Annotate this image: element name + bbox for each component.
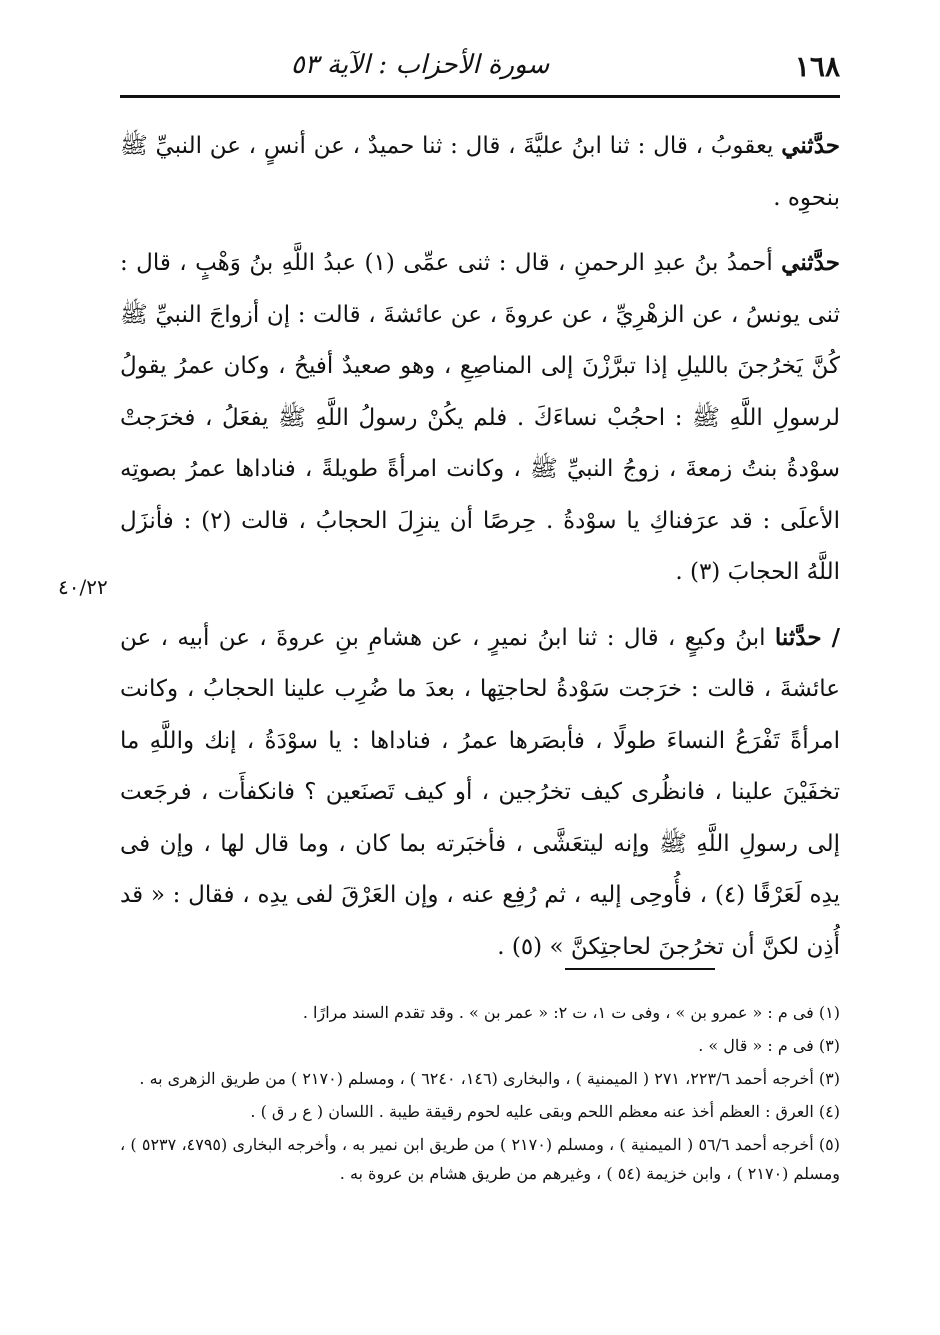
page-header	[120, 40, 840, 98]
paragraph-lead: حدَّثني	[781, 132, 840, 159]
paragraph-lead: حدَّثنا	[774, 623, 822, 651]
paragraph-marker: /	[821, 623, 840, 651]
running-title: سورة الأحزاب : الآية ٥٣	[290, 50, 550, 80]
footnotes	[120, 998, 840, 1192]
main-text	[120, 120, 840, 973]
footnote-3: (٣) أخرجه أحمد ٢٢٣/٦، ٢٧١ ( الميمنية ) ، والبخارى (١٤٦، ٦٢٤٠ ) ، ومسلم (٢١٧٠ ) من طريق الزهرى به .	[139, 1069, 840, 1088]
hadith-paragraph-1	[120, 120, 840, 224]
footnote-1: (١) فى م : « عمرو بن » ، وفى ت ١، ت ٢: « عمر بن » . وقد تقدم السند مرارًا .	[302, 1003, 840, 1022]
page-number: ١٦٨	[794, 50, 840, 83]
paragraph-text: ابنُ وكيعٍ ، قال : ثنا ابنُ نميرٍ ، عن هشامِ بنِ عروةَ ، عن أبيه ، عن عائشةَ ، قالت : خرَجت سَوْدةُ لحاجتِها ، بعدَ ما ضُرِب علينا الحجابُ ، وكانت امرأةً تَفْرَعُ النساءَ طولًا ، فأبصَرها عمرُ ، فناداها : يا سوْدَةُ ، إنك واللَّهِ ما تخفَيْنَ علينا ، فانظُرى كيف تخرُجين ، أو كيف تَصنَعين ؟ فانكفأَت ، فرجَعت إلى رسولِ اللَّهِ ﷺ وإنه ليتعَشَّى ، فأخبَرته بما كان ، وما قال لها ، وإن فى يدِه لَعَرْقًا (٤) ، فأُوحِى إليه ، ثم رُفِع عنه ، وإن العَرْقَ لفى يدِه ، فقال : « قد أُذِن لكنَّ أن تخرُجنَ لحاجتِكنَّ » (٥) .	[120, 624, 840, 960]
footnote-4: (٤) العرق : العظم أخذ عنه معظم اللحم وبقى عليه لحوم رقيقة طيبة . اللسان ( ع ر ق ) .	[250, 1102, 840, 1121]
hadith-paragraph-3	[120, 612, 840, 974]
footnote-separator	[565, 968, 715, 970]
footnote-2: (٣) فى م : « قال » .	[698, 1036, 840, 1055]
paragraph-text: أحمدُ بنُ عبدِ الرحمنِ ، قال : ثنى عمِّى (١) عبدُ اللَّهِ بنُ وَهْبٍ ، قال : ثنى يونسُ ، عن الزهْرِيِّ ، عن عروةَ ، عن عائشةَ ، قالت : إن أزواجَ النبيِّ ﷺ كُنَّ يَخرُجنَ بالليلِ إذا تبرَّزْنَ إلى المناصِعِ ، وهو صعيدٌ أفيحُ ، وكان عمرُ يقولُ لرسولِ اللَّهِ ﷺ : احجُبْ نساءَكَ . فلم يكُنْ رسولُ اللَّهِ ﷺ يفعَلُ ، فخرَجتْ سوْدةُ بنتُ زمعةَ ، زوجُ النبيِّ ﷺ ، وكانت امرأةً طويلةً ، فناداها عمرُ بصوتِه الأعلَى : قد عرَفناكِ يا سوْدةُ . حِرصًا أن ينزِلَ الحجابُ ، قالت (٢) : فأنزَل اللَّهُ الحجابَ (٣) .	[120, 250, 840, 585]
header-rule	[120, 95, 840, 98]
margin-reference: ٤٠/٢٢	[58, 575, 108, 599]
footnote-5: (٥) أخرجه أحمد ٥٦/٦ ( الميمنية ) ، ومسلم (٢١٧٠ ) من طريق ابن نمير به ، وأخرجه البخارى (٤٧٩٥، ٥٢٣٧ ) ، ومسلم (٢١٧٠ ) ، وابن خزيمة (٥٤ ) ، وغيرهم من طريق هشام بن عروة به .	[120, 1135, 841, 1183]
paragraph-text: يعقوبُ ، قال : ثنا ابنُ عليَّةَ ، قال : ثنا حميدٌ ، عن أنسٍ ، عن النبيِّ ﷺ بنحوِه .	[120, 133, 840, 211]
paragraph-lead: حدَّثني	[781, 249, 840, 276]
hadith-paragraph-2	[120, 237, 840, 599]
